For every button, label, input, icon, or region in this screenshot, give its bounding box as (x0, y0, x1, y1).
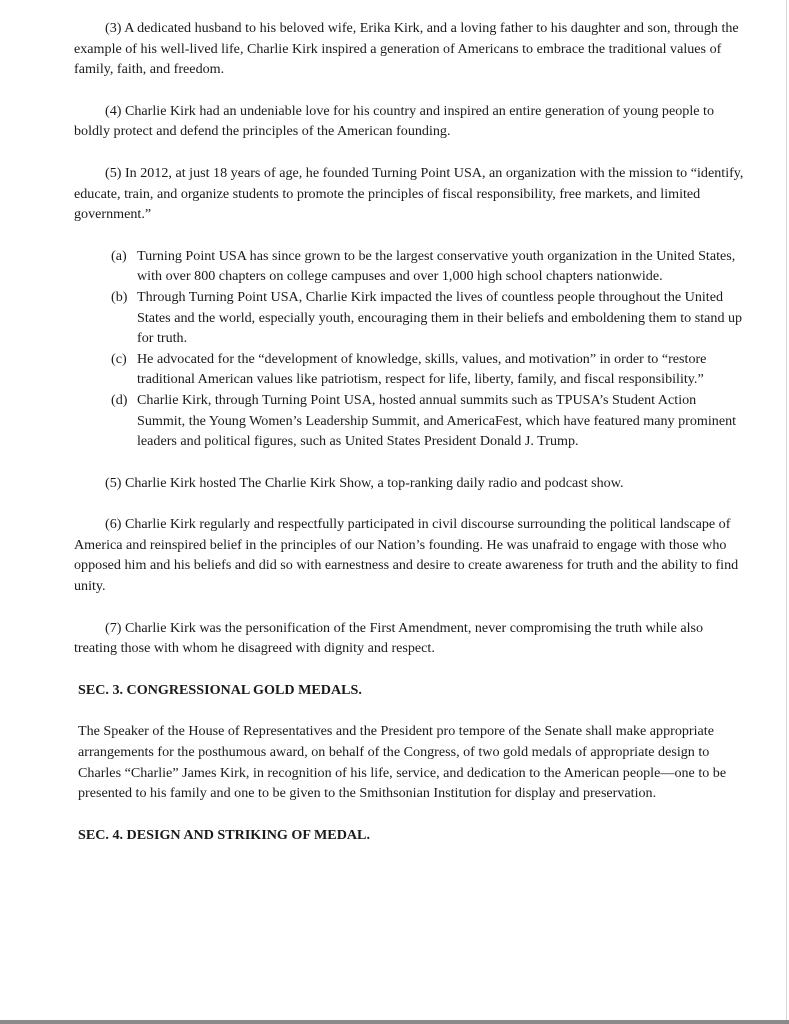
subparagraph-text: He advocated for the “development of knowledge, skills, values, and motivation” in order to “restore traditional American values like patriotism, respect for life, liberty, family, and fiscal responsibility.” (137, 350, 707, 388)
subparagraph-label: (c) (111, 350, 127, 367)
subparagraph-d (74, 390, 746, 452)
subparagraph-label: (a) (111, 247, 127, 264)
subparagraph-list (74, 246, 746, 452)
subparagraph-a (74, 246, 746, 287)
paragraph-text: Charlie Kirk regularly and respectfully participated in civil discourse surrounding the political landscape of America and reinspired belief in the principles of our Nation’s founding. He was unafraid to engage with those who opposed him and his beliefs and did so with earnestness and desire to create awareness for truth and the ability to find unity. (74, 516, 739, 595)
subparagraph-b (74, 287, 746, 349)
subparagraph-text: Charlie Kirk, through Turning Point USA, hosted annual summits such as TPUSA’s Student Action Summit, the Young Women’s Leadership Summit, and AmericaFest, which have featured many prominent leaders and political figures, such as United States President Donald J. Trump. (137, 391, 737, 450)
subparagraph-text: Through Turning Point USA, Charlie Kirk impacted the lives of countless people throughout the United States and the world, especially youth, encouraging them in their beliefs and emboldening them to stand up for truth. (137, 288, 743, 347)
finding-paragraph-7 (74, 618, 746, 659)
section-3-heading: SEC. 3. CONGRESSIONAL GOLD MEDALS. (78, 681, 362, 698)
finding-paragraph-5-founding (74, 163, 746, 225)
finding-paragraph-3 (74, 18, 746, 80)
subparagraph-label: (d) (111, 391, 128, 408)
section-3-body: The Speaker of the House of Representatives and the President pro tempore of the Senate shall make appropriate arrangements for the posthumous award, on behalf of the Congress, of two gold medals of appropriate design to Charles “Charlie” James Kirk, in recognition of his life, service, and dedication to the American people—one to be presented to his family and one to be given to the Smithsonian Institution for display and preservation. (78, 723, 727, 802)
paragraph-text: In 2012, at just 18 years of age, he founded Turning Point USA, an organization with the mission to “identify, educate, train, and organize students to promote the principles of fiscal responsibility, free markets, and limited government.” (74, 164, 744, 223)
paragraph-text: A dedicated husband to his beloved wife, Erika Kirk, and a loving father to his daughter and son, through the example of his well-lived life, Charlie Kirk inspired a generation of Americans to embrace the traditional values of family, faith, and freedom. (74, 20, 739, 78)
paragraph-text: Charlie Kirk hosted The Charlie Kirk Show, a top-ranking daily radio and podcast show. (124, 474, 624, 491)
paragraph-number: (7) (105, 619, 122, 636)
subparagraph-text: Turning Point USA has since grown to be the largest conservative youth organization in the United States, with over 800 chapters on college campuses and over 1,000 high school chapters nationwide. (137, 247, 736, 285)
paragraph-number: (5) (105, 474, 122, 491)
subparagraph-label: (b) (111, 288, 128, 305)
finding-paragraph-4 (74, 101, 746, 142)
section-4-heading: SEC. 4. DESIGN AND STRIKING OF MEDAL. (78, 826, 370, 843)
finding-paragraph-5-show (74, 473, 746, 494)
document-content (74, 18, 746, 866)
paragraph-number: (5) (105, 164, 122, 181)
paragraph-number: (6) (105, 516, 122, 533)
paragraph-number: (4) (105, 102, 122, 119)
paragraph-text: Charlie Kirk was the personification of the First Amendment, never compromising the truth while also treating those with whom he disagreed with dignity and respect. (74, 619, 704, 657)
paragraph-text: Charlie Kirk had an undeniable love for his country and inspired an entire generation of young people to boldly protect and defend the principles of the American founding. (74, 102, 714, 140)
paragraph-number: (3) (105, 20, 122, 36)
finding-paragraph-6 (74, 514, 746, 596)
subparagraph-c (74, 349, 746, 390)
page-bottom-edge (0, 1020, 789, 1024)
